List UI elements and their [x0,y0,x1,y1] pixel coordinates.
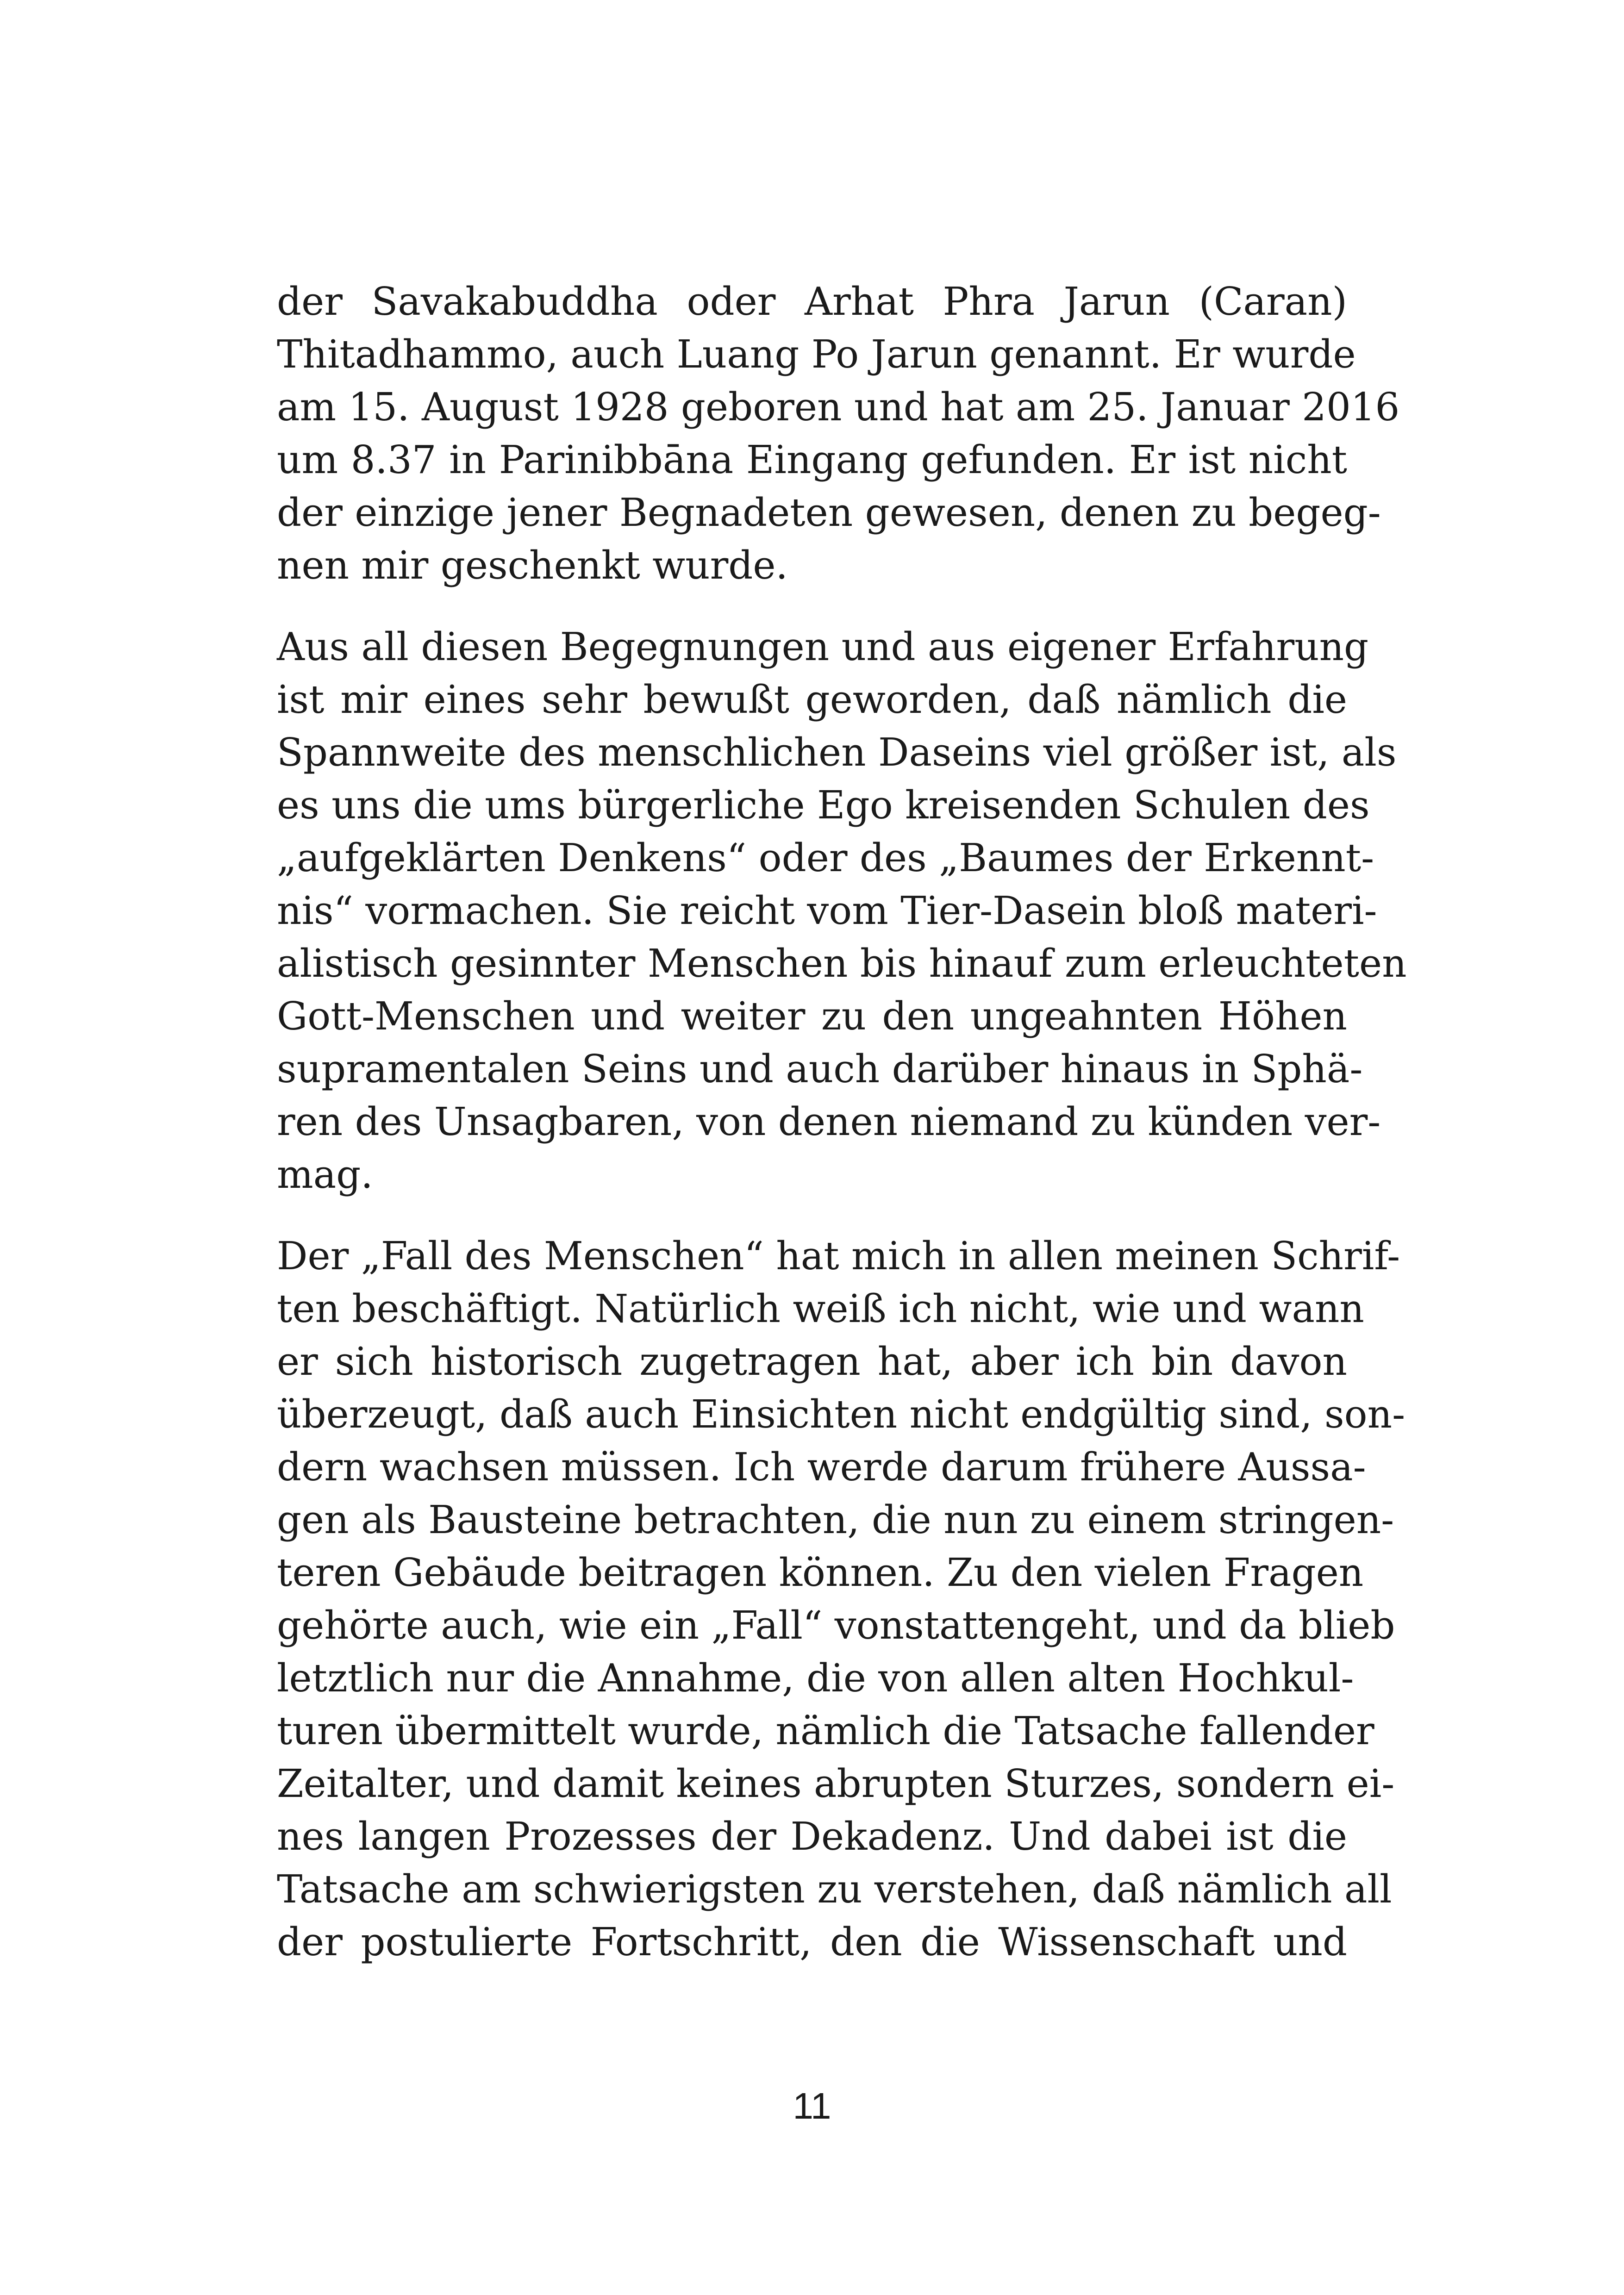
text-line: Thitadhammo, auch Luang Po Jarun genannt. Er wurde [277,332,1356,377]
text-line: es uns die ums bürgerliche Ego kreisenden Schulen des [277,783,1370,828]
paragraph [277,621,1407,1201]
text-line: überzeugt, daß auch Einsichten nicht endgültig sind, son- [277,1392,1405,1437]
text-line: Zeitalter, und damit keines abrupten Sturzes, sondern ei- [277,1761,1395,1806]
page-number: 11 [793,2085,831,2127]
text-line: nes langen Prozesses der Dekadenz. Und dabei ist die [277,1814,1347,1859]
text-line: der Savakabuddha oder Arhat Phra Jarun (Caran) [277,279,1347,324]
paragraph [277,275,1400,592]
text-line: er sich historisch zugetragen hat, aber ich bin davon [277,1339,1347,1384]
paragraph [277,1230,1405,1969]
text-line: mag. [277,1152,373,1197]
text-line: Aus all diesen Begegnungen und aus eigener Erfahrung [277,624,1369,669]
text-line: Tatsache am schwierigsten zu verstehen, daß nämlich all [277,1867,1392,1912]
text-line: der postulierte Fortschritt, den die Wissenschaft und [277,1920,1347,1964]
text-line: gen als Bausteine betrachten, die nun zu einem stringen- [277,1497,1394,1542]
text-line: am 15. August 1928 geboren und hat am 25. Januar 2016 [277,385,1400,430]
text-line: gehörte auch, wie ein „Fall“ vonstattengeht, und da blieb [277,1603,1395,1648]
text-line: „aufgeklärten Denkens“ oder des „Baumes der Erkennt- [277,836,1374,880]
text-line: Der „Fall des Menschen“ hat mich in allen meinen Schrif- [277,1234,1400,1278]
text-line: supramentalen Seins und auch darüber hinaus in Sphä- [277,1047,1363,1091]
text-line: Spannweite des menschlichen Daseins viel größer ist, als [277,730,1397,775]
text-line: ren des Unsagbaren, von denen niemand zu künden ver- [277,1099,1381,1144]
text-line: letztlich nur die Annahme, die von allen alten Hochkul- [277,1656,1354,1701]
text-line: teren Gebäude beitragen können. Zu den vielen Fragen [277,1550,1364,1595]
text-line: ist mir eines sehr bewußt geworden, daß nämlich die [277,677,1347,722]
text-line: Gott-Menschen und weiter zu den ungeahnten Höhen [277,994,1347,1039]
text-line: ten beschäftigt. Natürlich weiß ich nicht, wie und wann [277,1286,1364,1331]
text-line: dern wachsen müssen. Ich werde darum frühere Aussa- [277,1445,1366,1490]
text-line: der einzige jener Begnadeten gewesen, denen zu begeg- [277,490,1381,535]
text-line: nen mir geschenkt wurde. [277,543,788,588]
text-line: alistisch gesinnter Menschen bis hinauf zum erleuchteten [277,941,1407,986]
text-line: nis“ vormachen. Sie reicht vom Tier-Dasein bloß materi- [277,888,1377,933]
body-text [277,275,1407,1969]
text-line: turen übermittelt wurde, nämlich die Tatsache fallender [277,1709,1374,1753]
text-line: um 8.37 in Parinibbāna Eingang gefunden. Er ist nicht [277,437,1347,482]
